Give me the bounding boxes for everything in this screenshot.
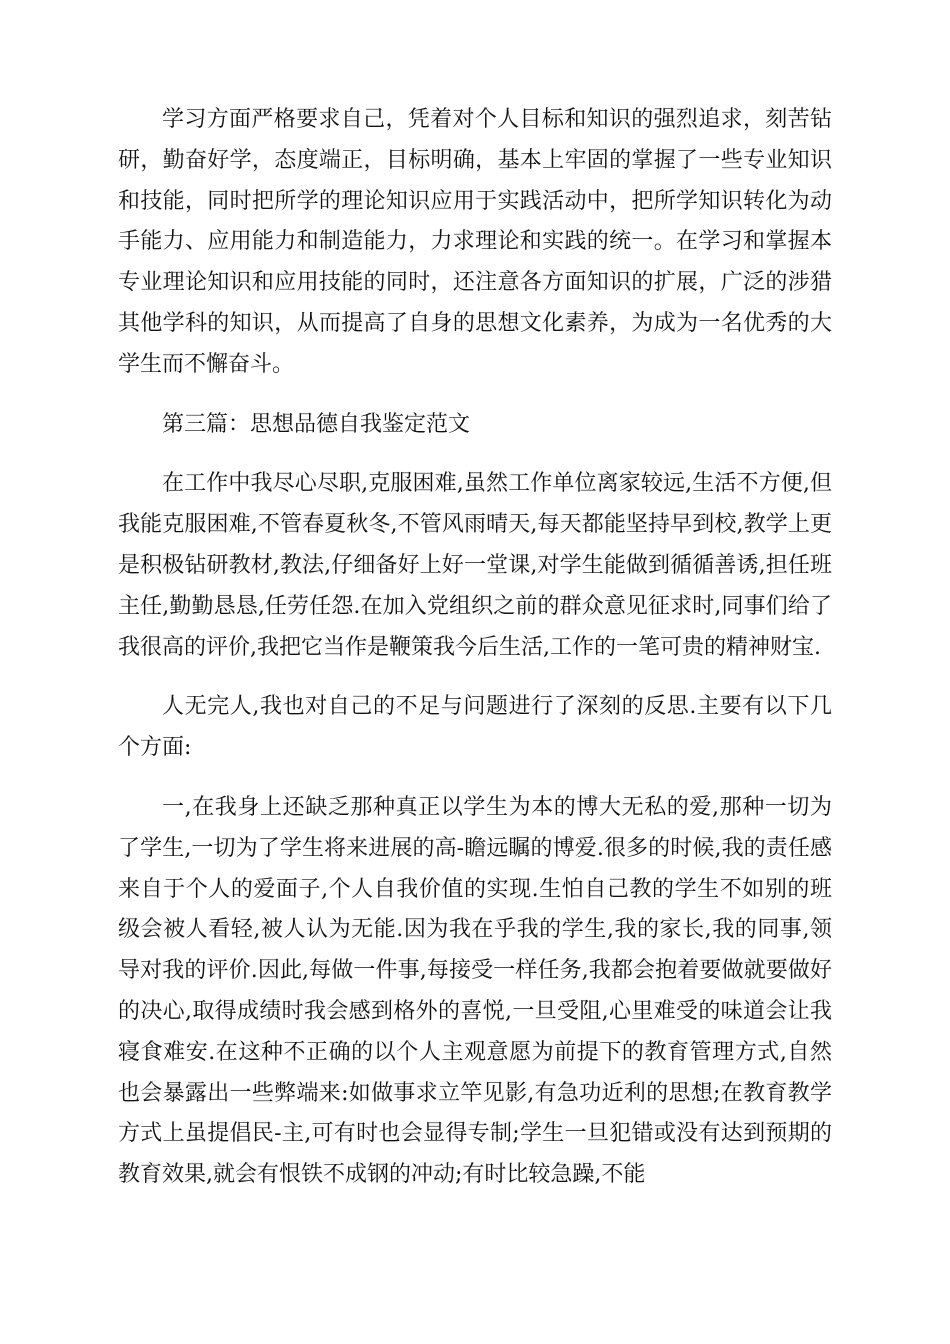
document-page (118, 100, 832, 1215)
paragraph-study: 学习方面严格要求自己，凭着对个人目标和知识的强烈追求，刻苦钻研，勤奋好学，态度端正，目标明确，基本上牢固的掌握了一些专业知识和技能，同时把所学的理论知识应用于实践活动中，把所学知识转化为动手能力、应用能力和制造能力，力求理论和实践的统一。在学习和掌握本专业理论知识和应用技能的同时，还注意各方面知识的扩展，广泛的涉猎其他学科的知识，从而提高了自身的思想文化素养，为成为一名优秀的大学生而不懈奋斗。 (118, 107, 832, 377)
paragraph-reflection: 人无完人,我也对自己的不足与问题进行了深刻的反思.主要有以下几个方面: (118, 694, 832, 761)
section-heading: 第三篇：思想品德自我鉴定范文 (162, 411, 471, 437)
paragraph-point-one: 一,在我身上还缺乏那种真正以学生为本的博大无私的爱,那种一切为了学生,一切为了学生将来进展的高-瞻远瞩的博爱.很多的时候,我的责任感来自于个人的爱面子,个人自我价值的实现.生怕自己教的学生不如别的班级会被人看轻,被人认为无能.因为我在乎我的学生,我的家长,我的同事,领导对我的评价.因此,每做一件事,每接受一样任务,我都会抱着要做就要做好的决心,取得成绩时我会感到格外的喜悦,一旦受阻,心里难受的味道会让我寝食难安.在这种不正确的以个人主观意愿为前提下的教育管理方式,自然也会暴露出一些弊端来:如做事求立竿见影,有急功近利的思想;在教育教学方式上虽提倡民-主,可有时也会显得专制;学生一旦犯错或没有达到预期的教育效果,就会有恨铁不成钢的冲动;有时比较急躁,不能 (118, 794, 832, 1188)
paragraph-work: 在工作中我尽心尽职,克服困难,虽然工作单位离家较远,生活不方便,但我能克服困难,不管春夏秋冬,不管风雨晴天,每天都能坚持早到校,教学上更是积极钻研教材,教法,仔细备好上好一堂课,对学生能做到循循善诱,担任班主任,勤勤恳恳,任劳任怨.在加入党组织之前的群众意见征求时,同事们给了我很高的评价,我把它当作是鞭策我今后生活,工作的一笔可贵的精神财宝. (118, 471, 832, 660)
